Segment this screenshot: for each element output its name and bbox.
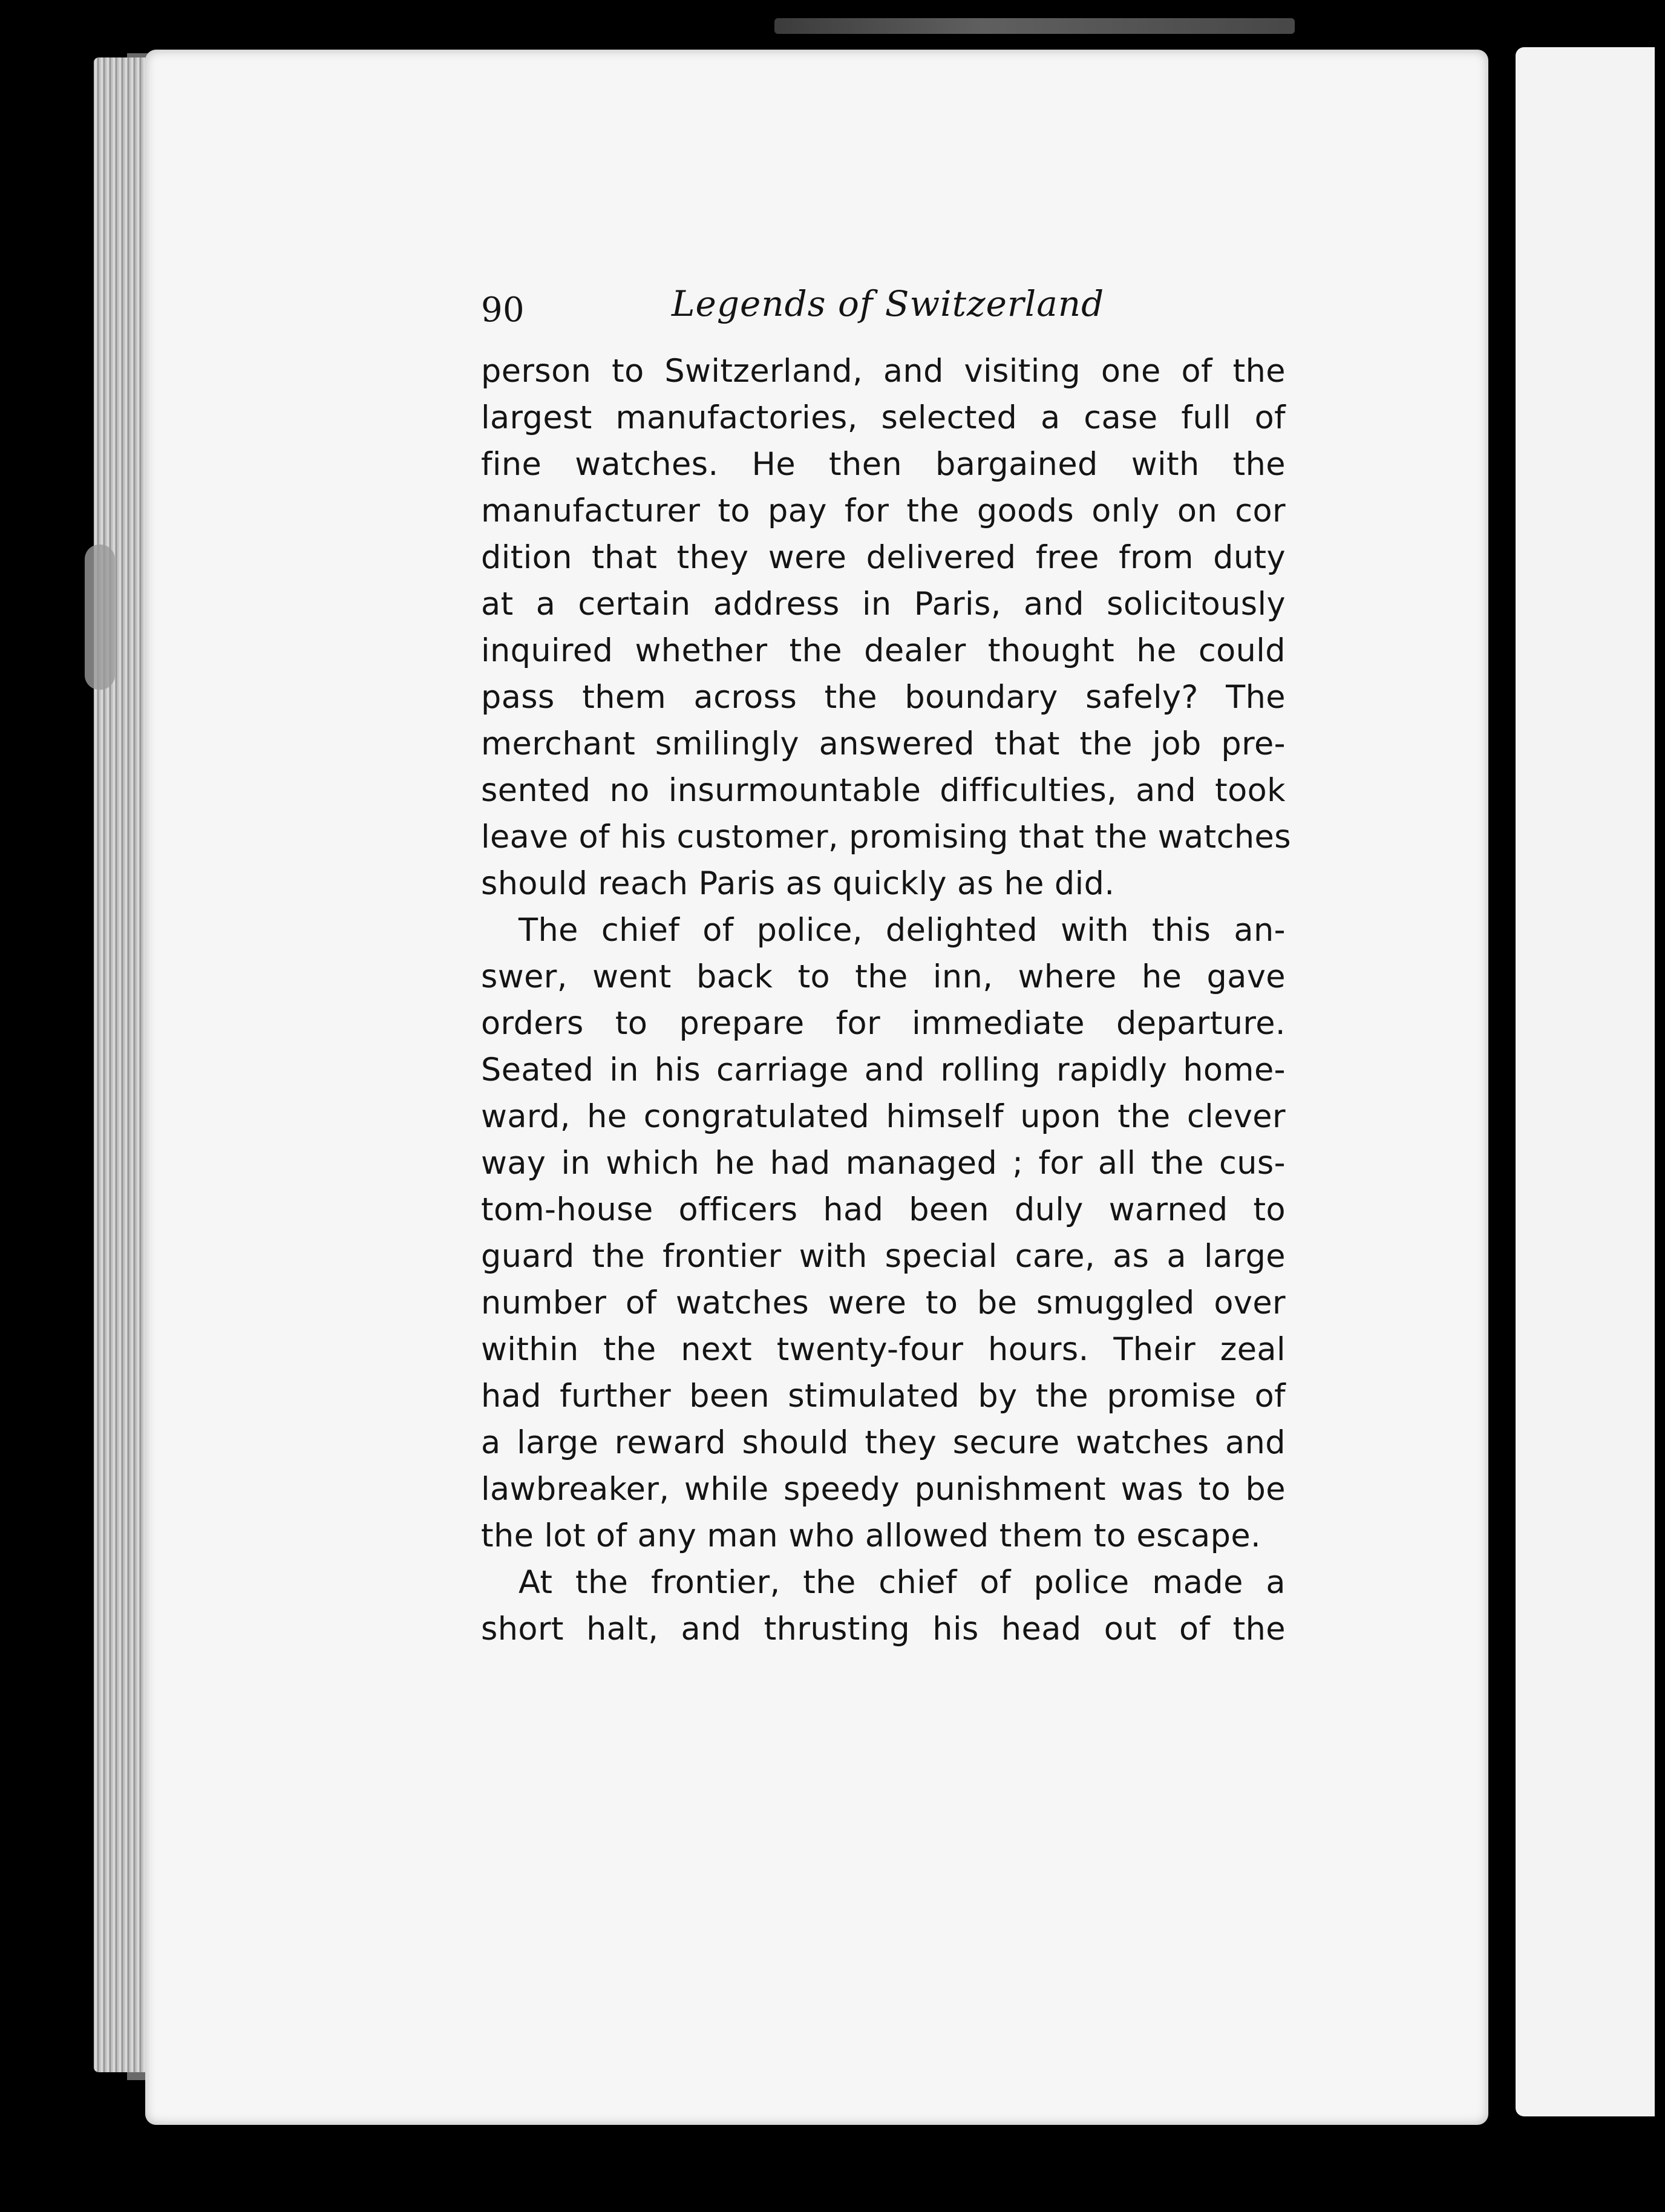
text-line: at a certain address in Paris, and solicitously [481, 586, 1286, 623]
text-line: orders to prepare for immediate departure. [481, 1005, 1286, 1042]
text-line: tom-house officers had been duly warned to [481, 1191, 1286, 1228]
text-line: a large reward should they secure watches and [481, 1424, 1286, 1461]
text-line: lawbreaker, while speedy punishment was to be [481, 1471, 1286, 1508]
facing-page [1516, 47, 1655, 2116]
text-line: guard the frontier with special care, as a large [481, 1238, 1286, 1275]
text-line: within the next twenty-four hours. Their zeal [481, 1331, 1286, 1368]
binding-tab [85, 545, 115, 690]
text-line: short halt, and thrusting his head out of the [481, 1611, 1286, 1648]
text-line: pass them across the boundary safely? The [481, 679, 1286, 716]
text-line: dition that they were delivered free from duty [481, 539, 1286, 576]
text-line: person to Switzerland, and visiting one of the [481, 353, 1286, 390]
running-title: Legends of Switzerland [672, 283, 1105, 324]
paragraph-3 [481, 1559, 1286, 1652]
text-line: fine watches. He then bargained with the [481, 446, 1286, 483]
paragraph-1 [481, 348, 1291, 907]
book-top-edge [774, 18, 1295, 34]
text-line: At the frontier, the chief of police made a [518, 1564, 1286, 1601]
text-line: merchant smilingly answered that the job pre- [481, 725, 1286, 762]
text-line: should reach Paris as quickly as he did. [481, 865, 1115, 902]
text-line: ward, he congratulated himself upon the clever [481, 1098, 1286, 1135]
text-line: way in which he had managed ; for all the cus- [481, 1145, 1286, 1182]
text-line: leave of his customer, promising that the watches [481, 819, 1291, 856]
text-line: swer, went back to the inn, where he gave [481, 958, 1286, 995]
text-line: manufacturer to pay for the goods only on cor [481, 492, 1286, 529]
text-line: inquired whether the dealer thought he could [481, 632, 1286, 669]
text-line: The chief of police, delighted with this an- [518, 912, 1286, 949]
text-line: the lot of any man who allowed them to escape. [481, 1517, 1261, 1554]
page-number: 90 [481, 290, 525, 330]
text-line: Seated in his carriage and rolling rapidly home- [481, 1052, 1286, 1088]
page-text [481, 278, 1291, 1652]
text-line: sented no insurmountable difficulties, and took [481, 772, 1286, 809]
text-line: largest manufactories, selected a case full of [481, 399, 1286, 436]
page-header [481, 278, 1286, 339]
text-line: number of watches were to be smuggled over [481, 1284, 1286, 1321]
paragraph-2 [481, 907, 1286, 1559]
page-edges [94, 57, 148, 2072]
text-line: had further been stimulated by the promise of [481, 1378, 1286, 1415]
